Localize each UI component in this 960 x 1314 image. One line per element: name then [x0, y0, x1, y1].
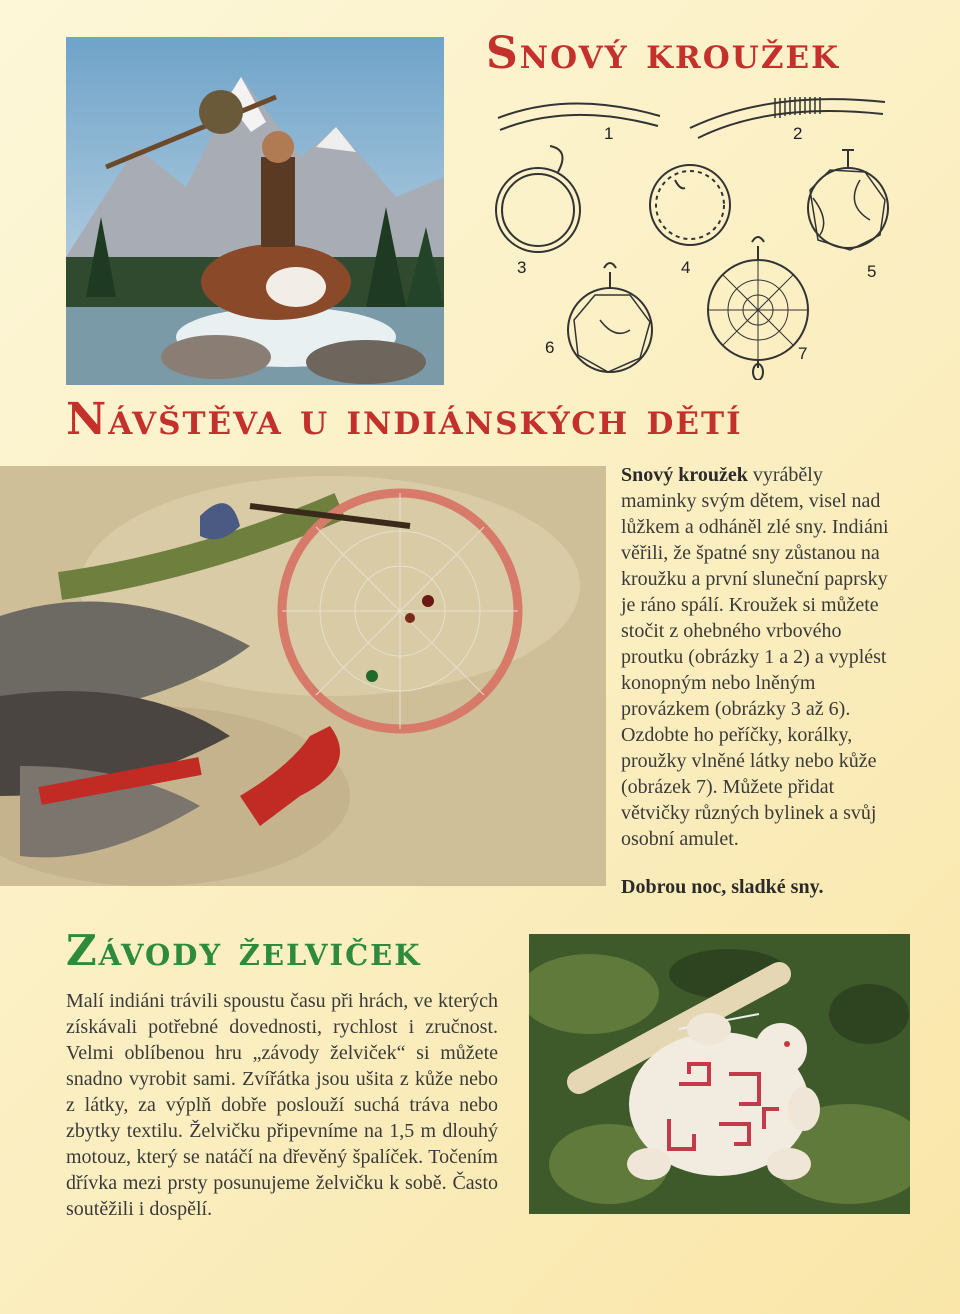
step-number-2: 2 — [793, 124, 803, 143]
dreamcatcher-paragraph — [621, 462, 901, 852]
turtle-description — [66, 988, 498, 1222]
title-snovy-krouzek: Snový kroužek — [486, 28, 841, 79]
diagram-step-1-branch-lower — [500, 115, 658, 130]
painting-indian-rider — [66, 37, 444, 385]
title-main: Návštěva u indiánských dětí — [66, 394, 743, 445]
step-number-4: 4 — [681, 258, 691, 277]
diagram-step-4-ring — [650, 165, 730, 245]
step-number-3: 3 — [517, 258, 527, 277]
dreamcatcher-description — [621, 462, 901, 852]
title-zavody-zelvicek: Závody želviček — [66, 926, 422, 975]
dreamcatcher-photo — [0, 466, 606, 886]
turtle-toy-photo — [529, 934, 910, 1214]
dreamcatcher-closing: Dobrou noc, sladké sny. — [621, 876, 824, 898]
step-number-6: 6 — [545, 338, 555, 357]
dreamcatcher-body: vyráběly maminky svým dětem, visel nad lůžkem a odháněl zlé sny. Indiáni věřili, že špatné sny zůstanou na kroužku a první sluneční paprsky je ráno spálí. Kroužek si můžete stočit z ohebného vrbového proutku (obrázky 1 a 2) a vyplést konopným nebo lněným provázkem (obrázky 3 až 6). Ozdobte ho peříčky, korálky, proužky vlněné látky nebo kůže (obrázek 7). Můžete přidat větvičky různých bylinek a svůj osobní amulet. — [621, 464, 889, 850]
step-number-5: 5 — [867, 262, 877, 281]
step-number-1: 1 — [604, 124, 614, 143]
diagram-step-3-ring — [496, 168, 580, 252]
step-number-7: 7 — [798, 344, 808, 363]
dreamcatcher-bold-lead: Snový kroužek — [621, 464, 748, 486]
dreamcatcher-steps-diagram — [490, 90, 910, 380]
turtle-paragraph: Malí indiáni trávili spoustu času při hrách, ve kterých získávali potřebné dovednosti, rychlost i zručnost. Velmi oblíbenou hru „závody želviček“ si můžete snadno vyrobit sami. Zvířátka jsou ušita z kůže nebo z látky, za výplň dobře poslouží suchá tráva nebo zbytky textilu. Želvičku připevníme na 1,5 m dlouhý motouz, který se natáčí na dřevěný špalíček. Točením dřívka mezi prsty posunujeme želvičku k sobě. Často soutěžili i dospělí. — [66, 990, 498, 1220]
